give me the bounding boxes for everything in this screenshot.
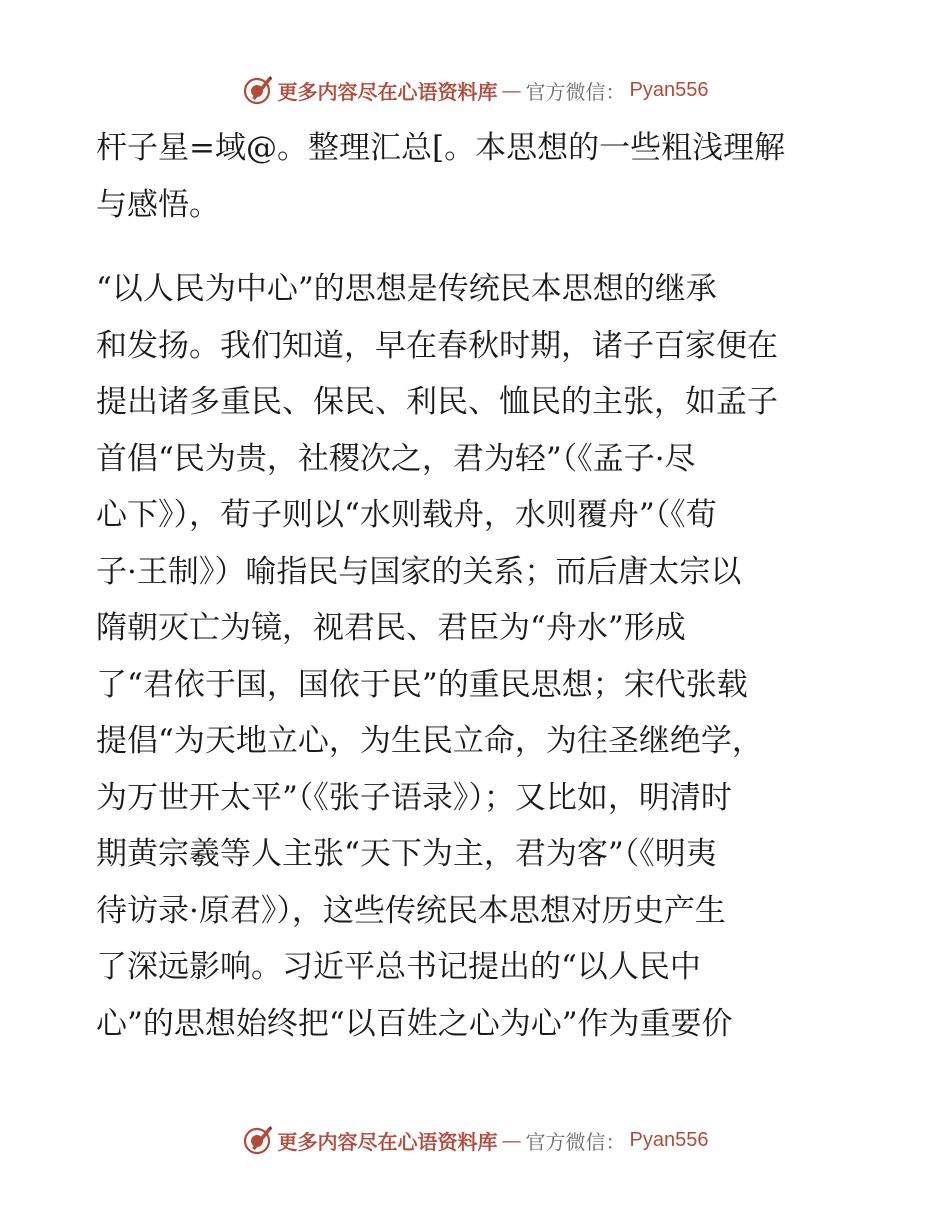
- document-body: [96, 120, 856, 1080]
- text-line: “以人民为中心”的思想是传统民本思想的继承: [96, 271, 717, 307]
- footer-separator: —: [501, 1128, 522, 1152]
- text-line: 心下》），荀子则以“水则载舟，水则覆舟”（《荀: [96, 497, 717, 533]
- text-line: 隋朝灭亡为镜，视君民、君臣为“舟水”形成: [96, 610, 686, 646]
- text-line: 提出诸多重民、保民、利民、恤民的主张，如孟子: [96, 384, 778, 420]
- pen-logo-icon: [242, 1124, 274, 1156]
- text-line: 提倡“为天地立心，为生民立命，为往圣继绝学，: [96, 723, 763, 759]
- text-line: 待访录·原君》），这些传统民本思想对历史产生: [96, 892, 726, 929]
- header-wechat-label: 官方微信：: [525, 79, 626, 104]
- text-line: 首倡“民为贵，社稷次之，君为轻”（《孟子·尽: [96, 440, 696, 477]
- pen-logo-icon: [242, 74, 274, 106]
- text-line: 心”的思想始终把“以百姓之心为心”作为重要价: [96, 1005, 733, 1042]
- text-line: 子·王制》）喻指民与国家的关系；而后唐太宗以: [96, 553, 742, 590]
- paragraph-gap: [96, 233, 856, 261]
- footer-banner: [0, 1120, 950, 1160]
- text-line: 期黄宗羲等人主张“天下为主，君为客”（《明夷: [96, 836, 717, 872]
- text-line: 了深远影响。习近平总书记提出的“以人民中: [96, 949, 701, 985]
- footer-wechat-label: 官方微信：: [525, 1129, 626, 1154]
- footer-wechat-id: Pyan556: [629, 1128, 709, 1151]
- paragraph-2: [96, 261, 856, 1052]
- text-line: 为万世开太平”（《张子语录》）；又比如，明清时: [96, 779, 732, 816]
- header-banner: [0, 70, 950, 110]
- header-wechat-id: Pyan556: [629, 78, 709, 101]
- paragraph-1: [96, 120, 856, 233]
- text-line: 杆子星=域@。整理汇总[。本思想的一些粗浅理解: [96, 130, 786, 166]
- footer-brand-text: 更多内容尽在心语资料库: [277, 1129, 498, 1154]
- text-line: 和发扬。我们知道，早在春秋时期，诸子百家便在: [96, 327, 778, 364]
- header-separator: —: [501, 78, 522, 102]
- text-line: 与感悟。: [96, 186, 220, 223]
- header-brand-text: 更多内容尽在心语资料库: [277, 79, 498, 104]
- text-line: 了“君依于国，国依于民”的重民思想；宋代张载: [96, 666, 748, 703]
